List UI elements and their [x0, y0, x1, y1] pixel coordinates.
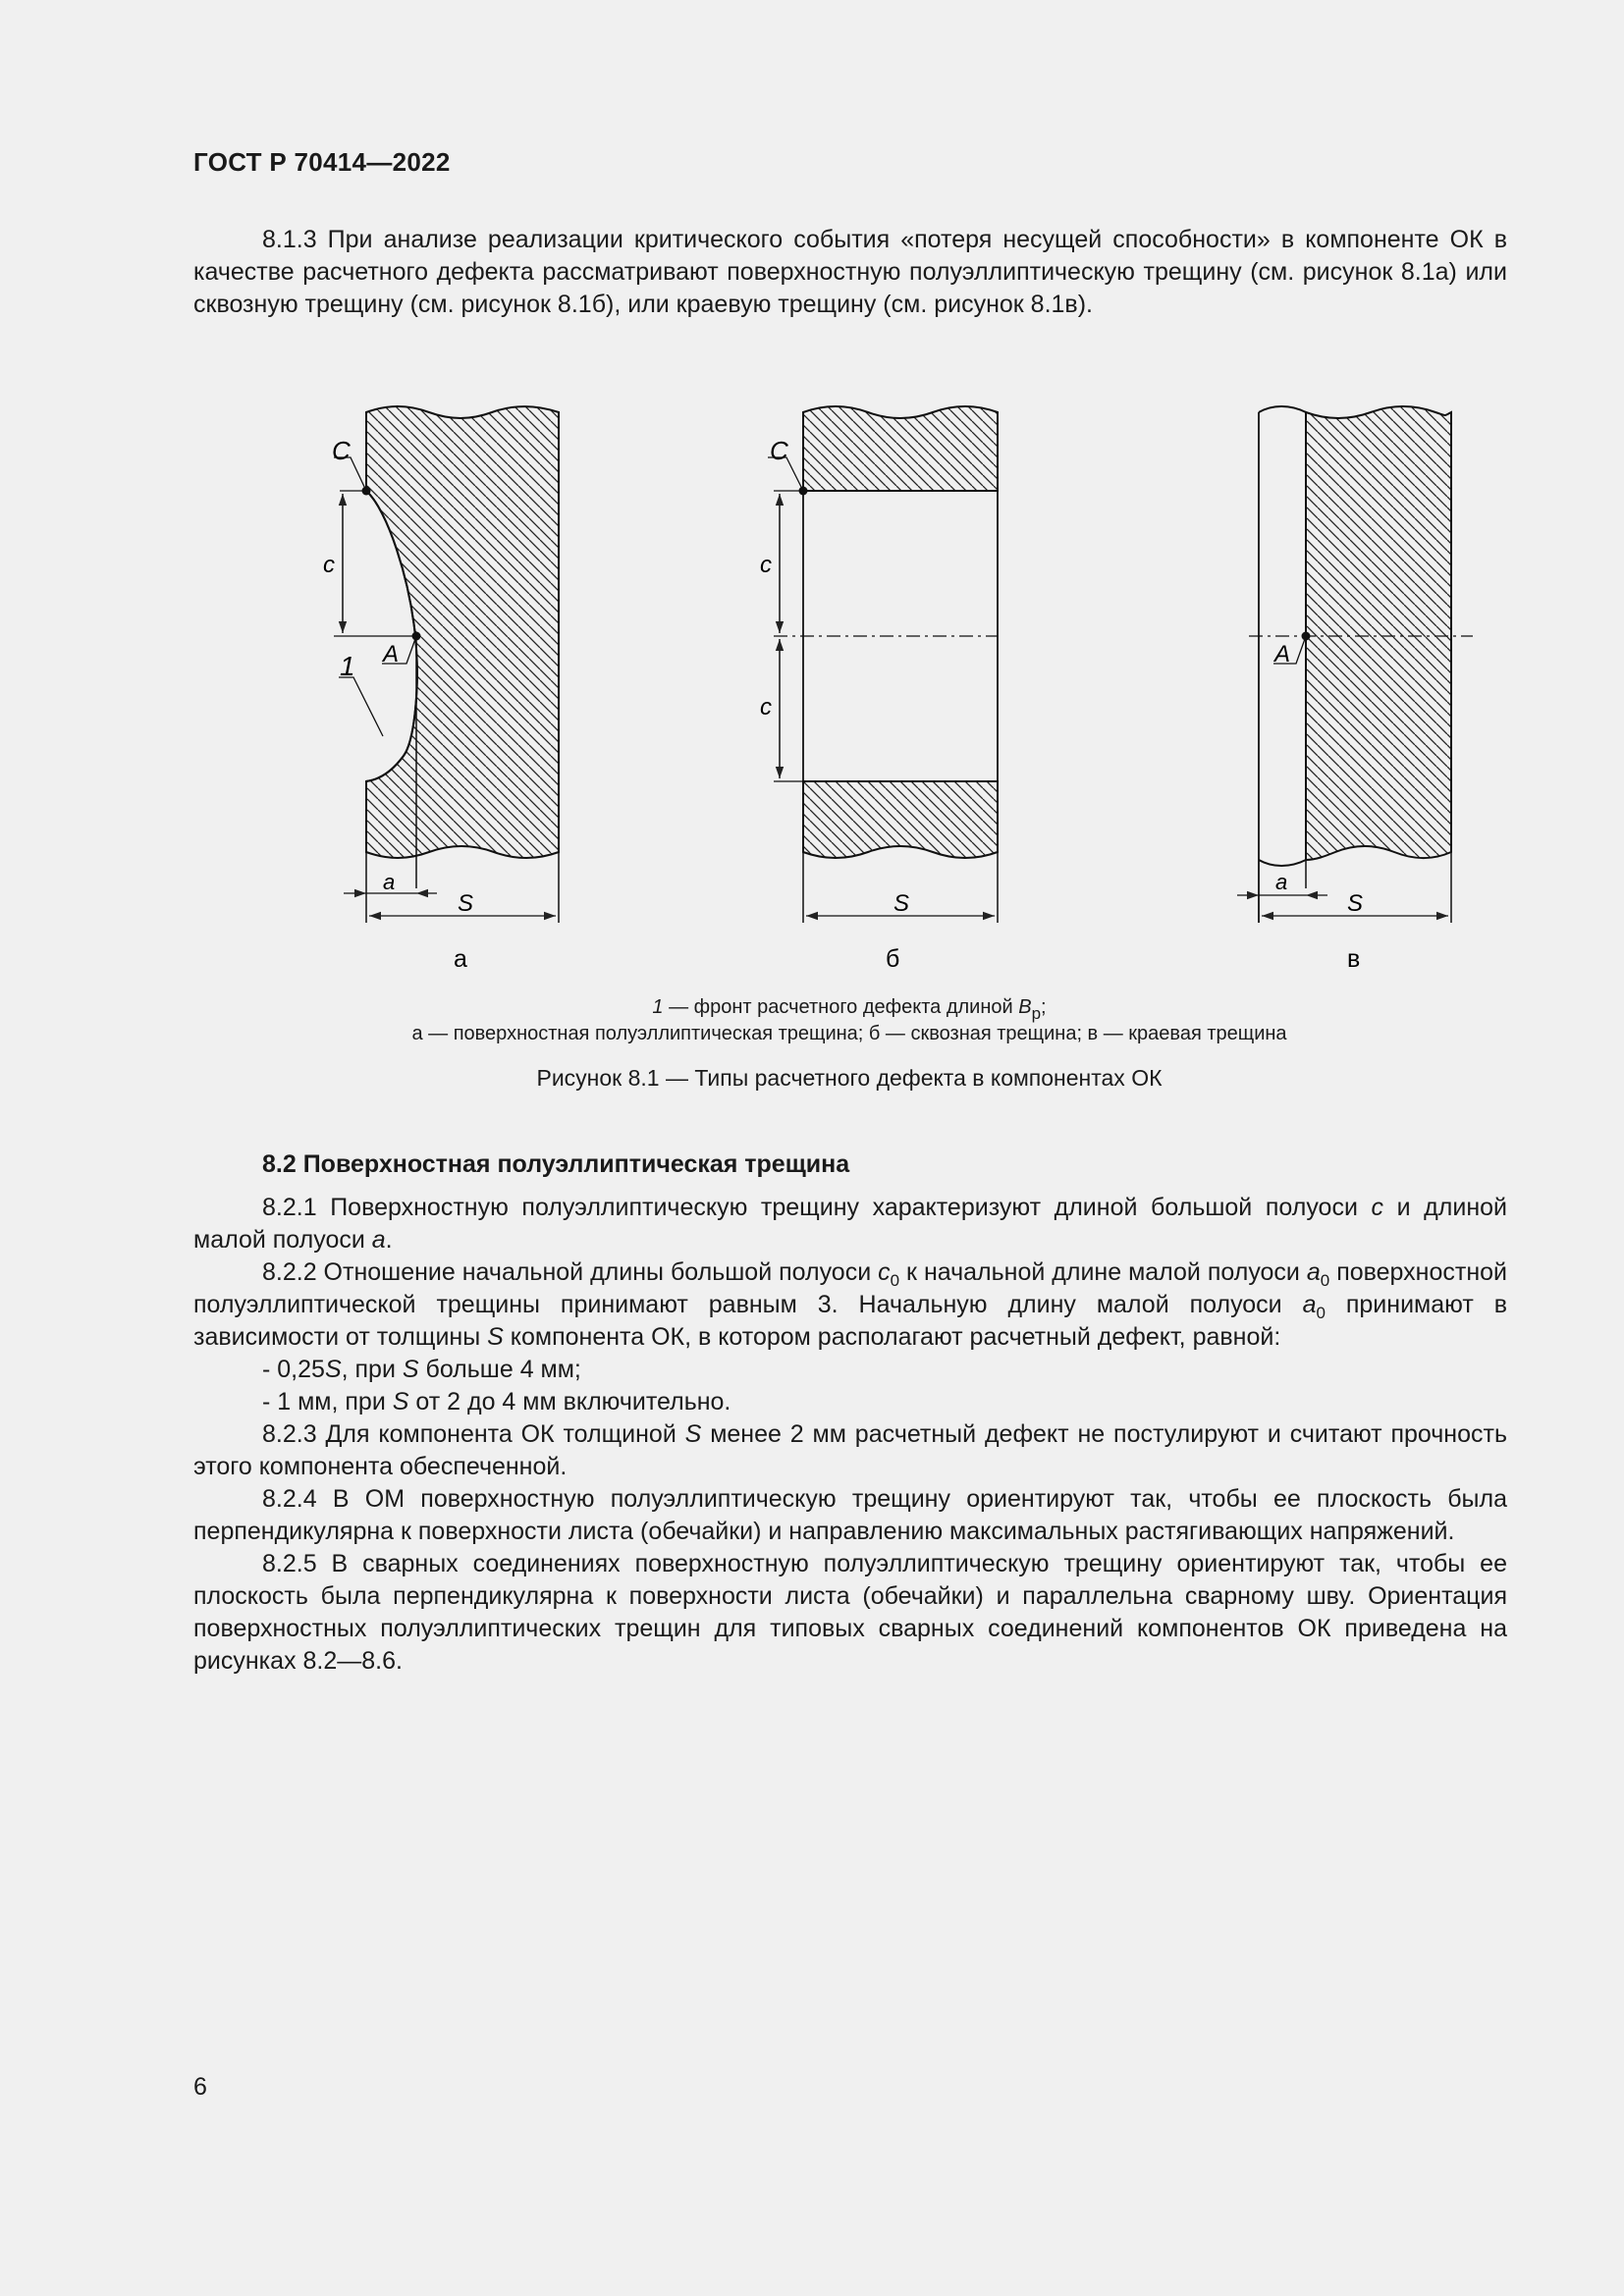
section-8-2-title: 8.2 Поверхностная полуэллиптическая трещина	[262, 1150, 850, 1178]
label-S-a: S	[458, 890, 474, 917]
label-a-v: a	[1275, 870, 1288, 894]
list-item-2: - 1 мм, при S от 2 до 4 мм включительно.	[262, 1388, 731, 1415]
label-S-v: S	[1347, 890, 1364, 917]
label-c-a: c	[323, 552, 335, 578]
label-1-a: 1	[340, 651, 355, 681]
label-C-b: C	[770, 436, 788, 465]
label-A-v: A	[1274, 641, 1291, 667]
legend-subscript: р	[1031, 1004, 1042, 1023]
panel-a-drawing	[323, 406, 559, 973]
panel-label-a: а	[454, 945, 467, 973]
panel-v-hatch	[1306, 406, 1451, 860]
paragraph-8-2-1: 8.2.1 Поверхностную полуэллиптическую трещину характеризуют длиной большой полуоси c и длиной малой полуоси a.	[193, 1194, 1507, 1254]
legend-end: ;	[1041, 996, 1047, 1018]
label-S-b: S	[893, 890, 910, 917]
label-C-a: C	[332, 436, 351, 465]
paragraph-8-2-4: 8.2.4 В ОМ поверхностную полуэллиптическую трещину ориентируют так, чтобы ее плоскость была перпендикулярна к поверхности листа (обечайки) и направлению максимальных растягивающих напряжений.	[193, 1485, 1507, 1545]
panel-label-v: в	[1347, 945, 1361, 973]
legend-symbol-B: B	[1018, 996, 1032, 1018]
figure-caption: Рисунок 8.1 — Типы расчетного дефекта в компонентах ОК	[536, 1065, 1163, 1091]
legend-number: 1	[652, 996, 664, 1018]
panel-label-b: б	[886, 945, 900, 973]
label-c-b-2: c	[760, 694, 772, 721]
list-item-1: - 0,25S, при S больше 4 мм;	[262, 1356, 581, 1383]
figure-legend-line-2: а — поверхностная полуэллиптическая трещина; б — сквозная трещина; в — краевая трещина	[411, 1023, 1287, 1044]
panel-b-drawing	[760, 406, 998, 973]
panel-a-hatch	[366, 406, 559, 858]
figure-legend-line-1	[0, 994, 1624, 1023]
document-header: ГОСТ Р 70414—2022	[193, 147, 451, 177]
paragraph-8-2-3: 8.2.3 Для компонента ОК толщиной S менее 2 мм расчетный дефект не постулируют и считают прочность этого компонента обеспеченной.	[193, 1420, 1507, 1480]
paragraph-8-1-3-block	[193, 224, 1507, 321]
section-8-2	[193, 1148, 1507, 1678]
page-number: 6	[193, 2073, 207, 2101]
paragraph-8-2-5: 8.2.5 В сварных соединениях поверхностную полуэллиптическую трещину ориентируют так, чтобы ее плоскость была перпендикулярна к поверхности листа (обечайки) и параллельна сварному шву. Ориентация поверхностных полуэллиптических трещин для типовых сварных соединений компонентов ОК приведена на рисунках 8.2—8.6.	[193, 1550, 1507, 1675]
panel-v-drawing	[1237, 406, 1473, 973]
label-a-a: a	[383, 870, 396, 894]
legend-text-1: — фронт расчетного дефекта длиной	[663, 996, 1019, 1018]
paragraph-8-1-3: 8.1.3 При анализе реализации критического события «потеря несущей способности» в компоненте ОК в качестве расчетного дефекта рассматривают поверхностную полуэллиптическую трещину (см. рисунок 8.1а) или сквозную трещину (см. рисунок 8.1б), или краевую трещину (см. рисунок 8.1в).	[193, 226, 1507, 318]
paragraph-8-2-2: 8.2.2 Отношение начальной длины большой полуоси $c_0$ к начальной длине малой полуоси $a_0$ поверхностной полуэллиптической трещины принимают равным 3. Начальную длину малой полуоси $a_0$ принимают в зависимости от толщины S компонента ОК, в котором располагают расчетный дефект, равной:	[193, 1258, 1507, 1351]
panel-b-hatch-bottom	[803, 781, 998, 858]
panel-b-hatch-top	[803, 406, 998, 491]
label-c-b-1: c	[760, 552, 772, 578]
label-A-a: A	[383, 641, 400, 667]
